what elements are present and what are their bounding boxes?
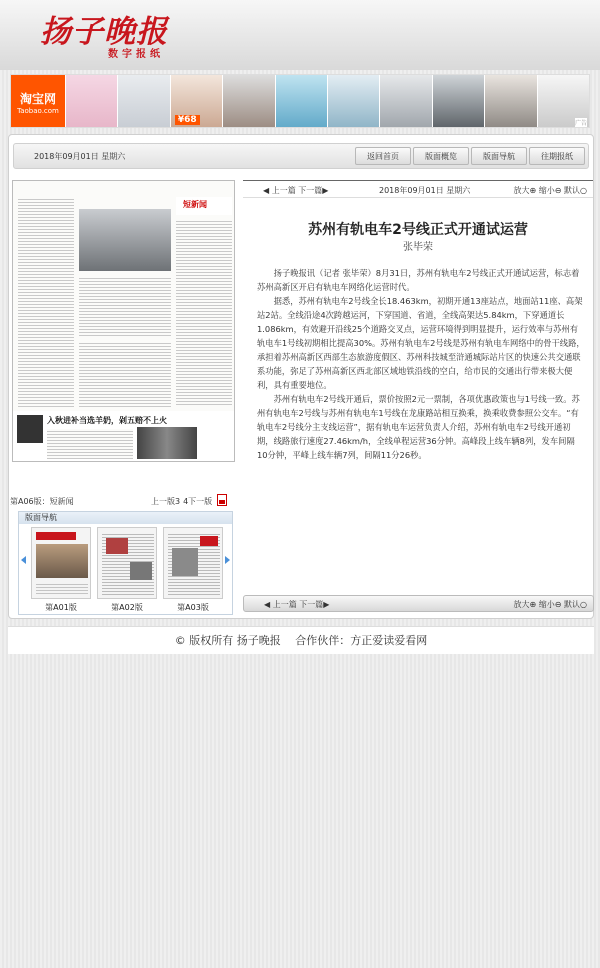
- toolbar: [13, 143, 589, 169]
- thumbnail-label[interactable]: 第A02版: [111, 603, 143, 612]
- site-header: [0, 0, 600, 70]
- ad-image[interactable]: [117, 75, 169, 128]
- zoom-out-button[interactable]: 缩小: [538, 186, 555, 195]
- ad-image[interactable]: [537, 75, 589, 128]
- ad-text: [47, 429, 133, 459]
- ad-brand-cn: 淘宝网: [19, 91, 56, 106]
- text-column: [79, 341, 171, 407]
- ad-price: ¥68: [175, 115, 200, 125]
- article-top-bar: [243, 180, 593, 198]
- article-body: [257, 266, 585, 462]
- thumbnail-label[interactable]: 第A03版: [177, 603, 209, 612]
- prev-article-link[interactable]: 上一篇: [272, 600, 297, 609]
- ad-image[interactable]: [379, 75, 431, 128]
- ad-headline: 入秋进补当选羊奶，剁五赔不上火: [47, 416, 167, 425]
- ad-brand-en: Taobao.com: [17, 106, 59, 115]
- ad-image[interactable]: [275, 75, 327, 128]
- logo[interactable]: 扬子晚报: [40, 14, 168, 50]
- ad-product-photo: [137, 427, 197, 459]
- ad-image[interactable]: [484, 75, 536, 128]
- masthead-title: 短新闻: [183, 200, 207, 209]
- text-column: [79, 276, 171, 336]
- zoom-default-button[interactable]: 默认: [564, 186, 581, 195]
- edition-label: 第A06版：短新闻: [10, 497, 74, 506]
- article-paragraph: 苏州有轨电车2号线开通后，票价按照2元一票制，各项优惠政策也与1号线一致。苏州有轨电车2号线与苏州有轨电车1号线在龙康路站相互换乘，换乘收费参照公交车。“有轨电车2号线分主支线运营”，据有轨电车运营负责人介绍，苏州有轨电车2号线开通初期，线路旅行速度27.46km/h，全线单程运营36分钟。高峰段上线车辆8列，发车间隔10分钟，平峰上线车辆7列，间隔11分26秒。: [257, 394, 580, 460]
- ad-image[interactable]: [222, 75, 274, 128]
- ad-label: 广告: [575, 120, 588, 127]
- article-date: 2018年09月01日 星期六: [379, 186, 471, 195]
- zoom-controls: 放大⊕ 缩小⊖ 默认○: [513, 600, 587, 609]
- next-article-link[interactable]: 下一篇: [298, 186, 323, 195]
- issue-date: 2018年09月01日 星期六: [34, 152, 126, 161]
- text-column: [176, 219, 232, 405]
- news-photo: [79, 209, 171, 271]
- archive-button[interactable]: 往期报纸: [529, 147, 585, 165]
- pdf-icon[interactable]: [217, 494, 227, 506]
- article-paragraph: 据悉，苏州有轨电车2号线全长18.463km，初期开通13座站点，地面站11座、高架站2站。全线沿途4次跨越运河，下穿国道、省道，全线高架达5.84km，下穿通道长1.086km，有效避开沿线25个道路交叉点，运营环境得到明显提升，运行效率与苏州有轨电车1号线初期相比提高30%。苏州有轨电车2号线是苏州有轨电车网络中的骨干线路，承担着苏州高新区西部生态旅游度假区、苏州科技城至浒通城际站片区的快速公共交通联系功能，弥足了苏州高新区西北部区域地铁沿线的空白，给市民的交通出行带来极大便利，具有重要地位。: [257, 296, 585, 390]
- scroll-right-icon[interactable]: [225, 556, 230, 564]
- article-pager-bottom: ◀ 上一篇 下一篇▶: [264, 600, 330, 609]
- prev-article-link[interactable]: 上一篇: [271, 186, 296, 195]
- overview-button[interactable]: 版面概览: [413, 147, 469, 165]
- thumbnail-a02[interactable]: [97, 527, 157, 599]
- main-panel: [8, 134, 594, 619]
- thumbnail-nav: [18, 511, 233, 615]
- ad-image[interactable]: [327, 75, 379, 128]
- zoom-out-button[interactable]: 缩小: [538, 600, 555, 609]
- zoom-default-button[interactable]: 默认: [564, 600, 581, 609]
- thumbnail-label[interactable]: 第A01版: [45, 603, 77, 612]
- article-title: 苏州有轨电车2号线正式开通试运营: [308, 222, 528, 238]
- article-author: 张毕荣: [403, 242, 433, 253]
- thumbnail-nav-title: 版面导航: [19, 512, 232, 524]
- zoom-in-button[interactable]: 放大: [513, 600, 530, 609]
- zoom-controls: 放大⊕ 缩小⊖ 默认○: [513, 186, 587, 195]
- newspaper-page[interactable]: [12, 180, 235, 462]
- prev-page-link[interactable]: 上一版3: [151, 497, 181, 506]
- thumbnail-a01[interactable]: [31, 527, 91, 599]
- article-paragraph: 扬子晚报讯（记者 张毕荣）8月31日，苏州有轨电车2号线正式开通试运营，标志着苏州高新区开启有轨电车网络化运营时代。: [257, 268, 580, 292]
- logo-subtitle: 数字报纸: [108, 49, 164, 60]
- nav-buttons: [355, 147, 585, 165]
- home-button[interactable]: 返回首页: [355, 147, 411, 165]
- ad-logo: [17, 415, 43, 443]
- footer: © 版权所有 扬子晚报 合作伙伴：方正爱读爱看网: [8, 626, 594, 654]
- ad-banner[interactable]: [10, 74, 590, 128]
- ad-image[interactable]: [65, 75, 117, 128]
- next-page-link[interactable]: 4下一版: [183, 497, 213, 506]
- zoom-in-button[interactable]: 放大: [513, 186, 530, 195]
- ad-image[interactable]: [170, 75, 222, 128]
- page-pager: [151, 496, 212, 507]
- ad-image[interactable]: [432, 75, 484, 128]
- taobao-logo[interactable]: [11, 75, 65, 128]
- scroll-left-icon[interactable]: [21, 556, 26, 564]
- text-column: [18, 197, 74, 407]
- article-bottom-bar: [243, 595, 594, 612]
- page-nav-button[interactable]: 版面导航: [471, 147, 527, 165]
- thumbnail-a03[interactable]: [163, 527, 223, 599]
- article-pager-top: ◀ 上一篇 下一篇▶: [263, 186, 329, 195]
- next-article-link[interactable]: 下一篇: [299, 600, 324, 609]
